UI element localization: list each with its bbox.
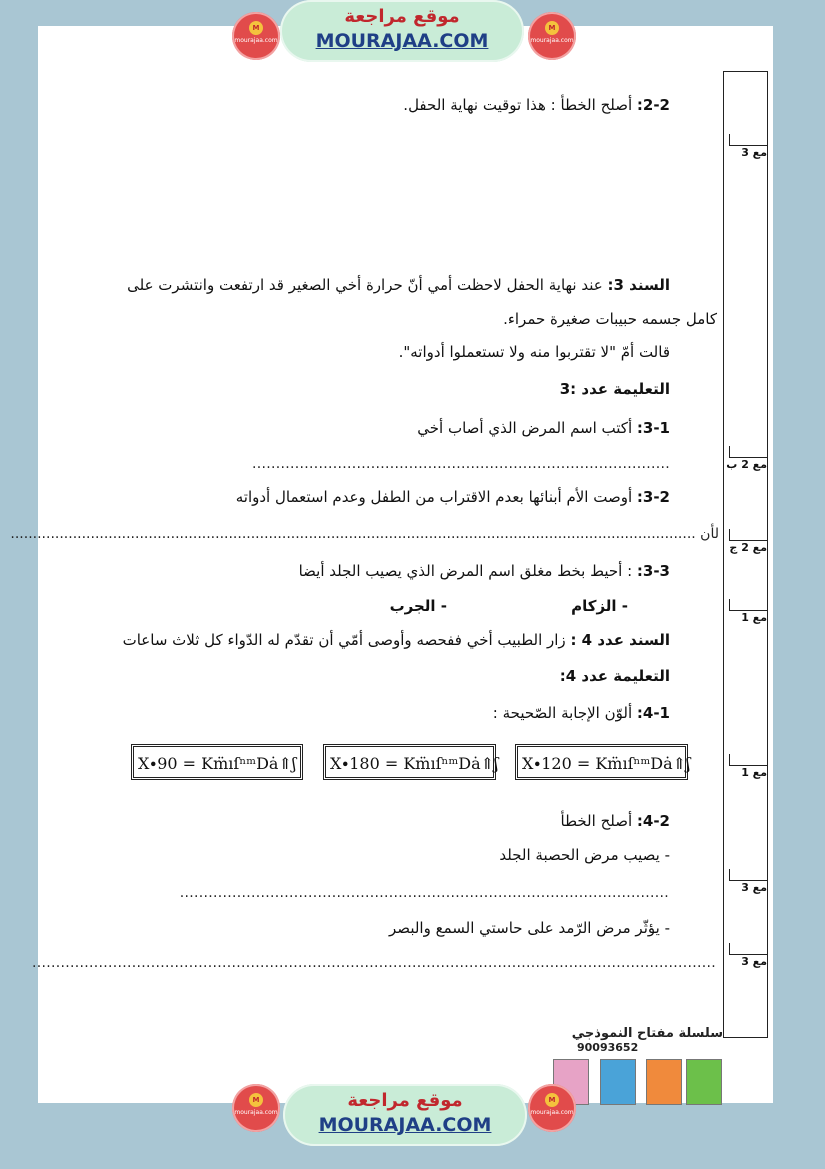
series-phone: 90093652 (577, 1041, 639, 1054)
answer-dotted-line[interactable]: ................................................................................................................................................ (31, 955, 716, 971)
answer-option-120[interactable]: X∙120 = Km̈ıſⁿᵐDȧ⇑ʃ (515, 744, 688, 780)
site-name-arabic: موقع مراجعة (344, 6, 460, 27)
site-logo-badge-right: M mourajaa.com (528, 12, 576, 60)
answer-option-180[interactable]: X∙180 = Km̈ıſⁿᵐDȧ⇑ʃ (323, 744, 496, 780)
answer-dotted-line[interactable]: ........................................................................................ (251, 456, 670, 472)
question-4-1: 4-1: ألوّن الإجابة الصّحيحة : (492, 704, 670, 722)
answer-option-90[interactable]: X∙90 = Km̈ıſⁿᵐDȧ⇑ʃ (131, 744, 303, 780)
question-3-3: 3-3: : أحيط بخط مغلق اسم المرض الذي يصيب الجلد أيضا (298, 562, 670, 580)
option-cold[interactable]: - الزكام (571, 597, 628, 615)
site-name-english[interactable]: MOURAJAA.COM (318, 1114, 492, 1136)
site-banner-bottom[interactable] (283, 1084, 527, 1146)
book-cover-image (686, 1059, 722, 1105)
instruction-4-heading: التعليمة عدد 4: (559, 667, 670, 685)
site-name-english[interactable]: MOURAJAA.COM (315, 30, 489, 52)
sanad-3-line-3: قالت أمّ "لا تقتربوا منه ولا تستعملوا أدواته". (398, 343, 670, 361)
score-mark: مع 3 (723, 146, 767, 159)
option-scabies[interactable]: - الجرب (389, 597, 447, 615)
question-2-2: 2-2: أصلح الخطأ : هذا توقيت نهاية الحفل. (403, 96, 670, 114)
score-mark: مع 2 ج (723, 541, 767, 554)
score-mark: مع 3 (723, 955, 767, 968)
book-cover-image (600, 1059, 636, 1105)
sanad-4: السند عدد 4 : زار الطبيب أخي ففحصه وأوصى أمّي أن تقدّم له الدّواء كل ثلاث ساعات (122, 631, 670, 649)
answer-dotted-line[interactable]: ....................................................................................................... (179, 885, 669, 901)
sanad-3-line-1: السند 3: عند نهاية الحفل لاحظت أمي أنّ حرارة أخي الصغير قد ارتفعت وانتشرت على (127, 276, 670, 294)
site-banner-top[interactable] (280, 0, 524, 62)
score-mark: مع 1 (723, 766, 767, 779)
error-statement-1: - يصيب مرض الحصبة الجلد (499, 846, 670, 864)
question-4-2: 4-2: أصلح الخطأ (560, 812, 670, 830)
because-answer-line[interactable]: لأن .......................................................................................................................................................... (10, 526, 719, 542)
question-3-2: 3-2: أوصت الأم أبنائها بعدم الاقتراب من الطفل وعدم استعمال أدواته (235, 488, 670, 506)
site-logo-badge-left: M mourajaa.com (232, 12, 280, 60)
question-3-1: 3-1: أكتب اسم المرض الذي أصاب أخي (417, 419, 670, 437)
instruction-3-heading: التعليمة عدد :3 (559, 380, 670, 398)
site-logo-badge-right: M mourajaa.com (528, 1084, 576, 1132)
score-mark: مع 2 ب (723, 458, 767, 471)
site-logo-badge-left: M mourajaa.com (232, 1084, 280, 1132)
score-mark: مع 1 (723, 611, 767, 624)
series-name: سلسلة مفتاح النموذجي (571, 1026, 723, 1041)
error-statement-2: - يؤثّر مرض الرّمد على حاستي السمع والبصر (389, 919, 670, 937)
sanad-3-line-2: كامل جسمه حبيبات صغيرة حمراء. (503, 310, 717, 328)
score-mark: مع 3 (723, 881, 767, 894)
series-brand (553, 1026, 723, 1054)
site-name-arabic: موقع مراجعة (347, 1090, 463, 1111)
book-cover-image (646, 1059, 682, 1105)
